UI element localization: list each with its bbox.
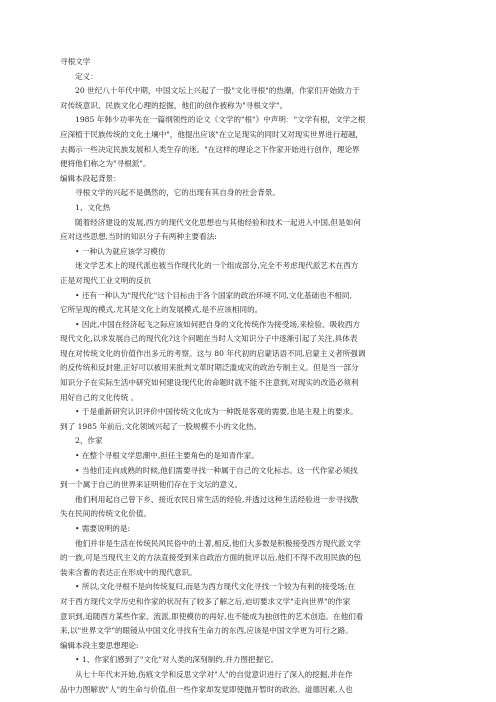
text-line: 装来含蓄的表达正在形成中的现代意识。 (60, 567, 197, 577)
text-line: 它所呈现的模式,尤其是文化上的发展模式,是不应该相同的。 (60, 305, 263, 315)
text-line: • 在整个寻根文学思潮中,担任主要角色的是知青作家。 (75, 451, 259, 461)
text-line: • 当他们走向成熟的时候,他们需要寻找一种属于自己的文化标志。这一代作家必须找 (75, 465, 358, 475)
text-line: 他们并非是生活在传统民风民俗中的土著,相反,他们大多数是积极接受西方现代派文学 (75, 538, 361, 548)
text-line: 用好自己的文化传统 。 (60, 392, 139, 402)
text-line: 知识分子在实际生活中研究如何建设现代化的命题时就不能不注意到,对现实的改造必须利 (60, 378, 359, 388)
text-line: • 还有一种认为"现代化"这个目标由于各个国家的政治环境不同,文化基础也不相同, (75, 290, 352, 300)
text-line: 迷文学艺术上的现代派也被当作现代化的一个组成部分,完全不考虑现代派艺术在西方 (75, 261, 359, 271)
text-line: 的一族,可是当现代主义的方法直接受到来自政治方面的批评以后,他们不得不改用民族的包 (60, 553, 361, 563)
text-line: 1、文化热 (75, 202, 111, 212)
text-line: 现代文化,以求发展自己的现代化?这个问题在当时人文知识分子中逐渐引起了关注,具体表 (60, 334, 358, 344)
text-line: 便将他们称之为"寻根派"。 (60, 159, 151, 169)
text-line: 到一个属于自己的世界来证明他们存在于文坛的意义。 (60, 480, 243, 490)
text-line: 定义： (75, 71, 98, 81)
text-line: 寻根文学 (60, 57, 91, 66)
text-line: 1985 年韩少功率先在一篇纲领性的论文《文学的"根"》中声明："文学有根，文学之根 (75, 115, 366, 125)
text-line: 失在民间的传统文化价值。 (60, 509, 152, 519)
text-line: 对传统意识、民族文化心理的挖掘，他们的创作被称为"寻根文学"。 (60, 100, 288, 110)
text-line: 20 世纪八十年代中期，中国文坛上兴起了一股"文化寻根"的热潮，作家们开始致力于 (75, 86, 360, 96)
text-line: • 需要说明的是: (75, 524, 131, 533)
text-line: • 于是重新研究认识评价中国传统文化成为一种既是客观的需要,也是主观上的要求。 (75, 407, 358, 417)
text-line: 对于西方现代文学历史和作家的状况有了较多了解之后,迫切要求文学"走向世界"的作家 (60, 596, 351, 606)
text-line: 编辑本段主要思想理论: (60, 640, 139, 650)
text-line: 现在对传统文化的价值作出多元的考察。这与 80 年代初的启蒙话语不同,启蒙主义者所强调 (60, 348, 366, 358)
text-line: • 1、作家们感到了"文化"对人类的深刻制约,并力图把握它。 (75, 655, 279, 665)
text-line: 正是对现代工业文明的反抗 (60, 275, 152, 285)
text-line: 来,以"世界文学"的眼镜从中国文化寻找有生命力的东西,应该是中国文学更为可行之路。 (60, 626, 353, 636)
text-line: 应对这些思想,当时的知识分子有两种主要看法: (60, 232, 217, 242)
text-line: 应深植于民族传统的文化土壤中"，他提出应该"在立足现实的同时又对现实世界进行超越， (60, 129, 364, 139)
text-line: 寻根文学的兴起不是偶然的，它的出现有其自身的社会背景。 (75, 188, 281, 198)
text-line: 品中力图解放"人"的生命与价值,但一些作家却发觉即使抛开暂时的政治、道德因素,人也 (60, 684, 353, 694)
text-line: 去揭示一些决定民族发展和人类生存的迷。"在这样的理论之下作家开始进行创作，理论界 (60, 144, 360, 154)
text-line: 的反传统和反封建,正好可以被用来批判文革时期泛滥成灾的政治专制主义。但是当一部分 (60, 363, 359, 373)
text-line: 随着经济建设的发展,西方的现代文化思想也与其他经验和技术一起进入中国,但是如何 (75, 217, 361, 227)
text-line: 编辑本段起背景： (60, 173, 121, 183)
text-line: 从七十年代末开始,伤痕文学和反思文学对"人"的自觉意识进行了深入的挖掘,并在作 (75, 669, 353, 679)
text-line: 意识到,追随西方某些作家、流派,即使模仿的再好,也不能成为独创性的艺术创造。在他们看 (60, 611, 364, 621)
text-line: • 所以,文化寻根不是向传统复归,而是为西方现代文化寻找一个较为有利的接受场;在 (75, 582, 356, 592)
text-line: 到了 1985 年前后,文化领域兴起了一股规模不小的文化热。 (60, 421, 262, 431)
text-line: 2、作家 (75, 436, 103, 446)
text-line: • 一种认为就应该学习模仿 (75, 246, 166, 256)
text-line: • 因此,中国在经济起飞之际应该如何把自身的文化传统作为接受场,来检验、吸收西方 (75, 319, 361, 329)
text-line: 他们利用起自己曾下乡、接近农民日常生活的经验,并透过这种生活经验进一步寻找散 (75, 494, 359, 504)
